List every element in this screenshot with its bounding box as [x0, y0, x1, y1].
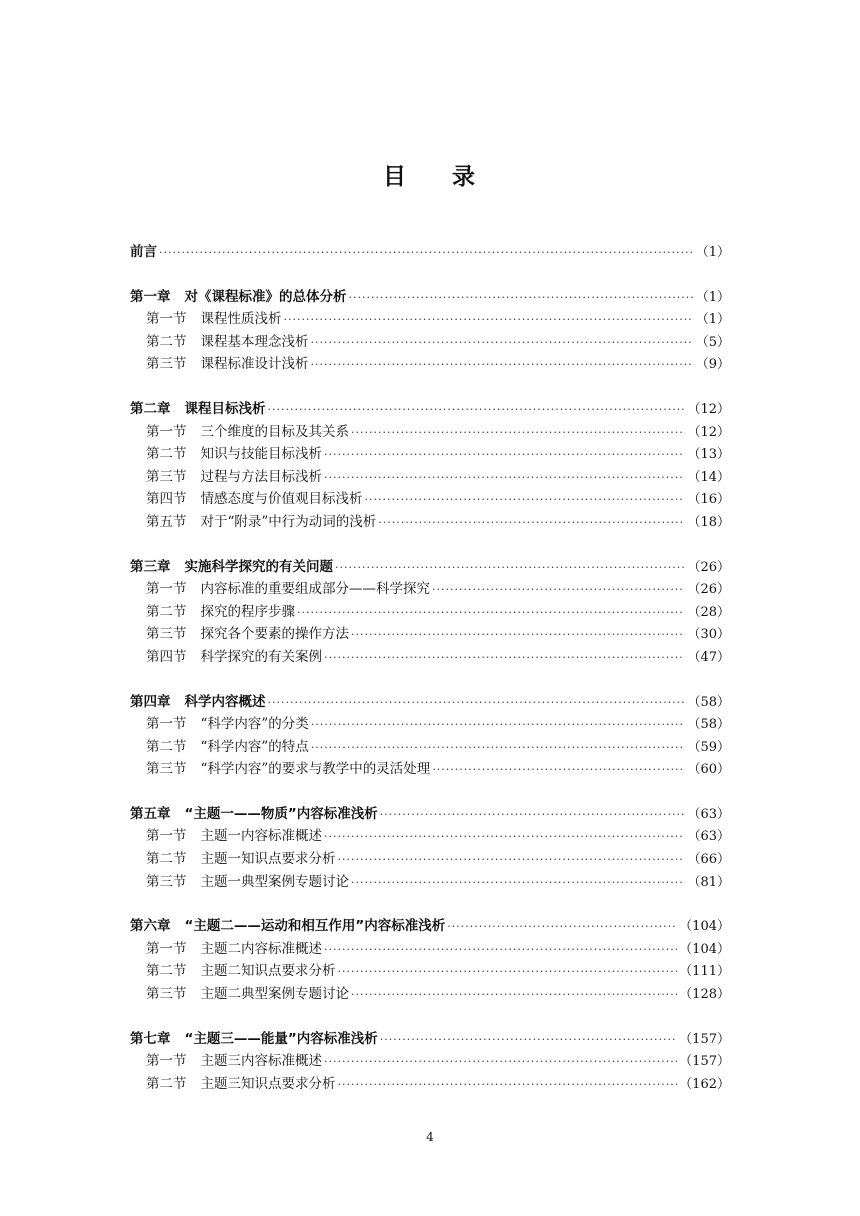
- toc-chapter-group: [130, 914, 730, 1004]
- toc-entry-page: （47）: [687, 649, 730, 665]
- leader-dots: [324, 651, 685, 664]
- toc-entry-title: “主题三——能量”内容标准浅析: [184, 1030, 378, 1047]
- toc-entry-section[interactable]: [130, 937, 730, 960]
- toc-entry-section[interactable]: [130, 352, 730, 375]
- toc-entry-number: 第二节: [146, 603, 187, 620]
- toc-entry-title: 对于“附录”中行为动词的浅析: [200, 513, 377, 530]
- toc-entry-title: “科学内容”的要求与教学中的灵活处理: [200, 761, 431, 778]
- toc-entry-page: （58）: [687, 694, 730, 710]
- toc-entry-number: 第一节: [146, 311, 187, 328]
- toc-entry-chapter[interactable]: [130, 555, 730, 578]
- toc-entry-preface[interactable]: [130, 240, 730, 263]
- toc-entry-section[interactable]: [130, 847, 730, 870]
- toc-entry-chapter[interactable]: [130, 1027, 730, 1050]
- leader-dots: [324, 830, 685, 843]
- page-number: 4: [426, 1130, 434, 1144]
- toc-entry-page: （5）: [695, 334, 730, 350]
- toc-entry-section[interactable]: [130, 824, 730, 847]
- toc-entry-page: （13）: [687, 447, 730, 463]
- toc-entry-page: （12）: [687, 424, 730, 440]
- toc-entry-section[interactable]: [130, 712, 730, 735]
- toc-entry-title: 对《课程标准》的总体分析: [184, 288, 347, 305]
- toc-entry-page: （1）: [695, 312, 730, 328]
- toc-entry-number: 第三节: [146, 626, 187, 643]
- toc-entry-page: （60）: [687, 762, 730, 778]
- toc-entry-section[interactable]: [130, 735, 730, 758]
- toc-entry-page: （128）: [679, 987, 730, 1003]
- toc-entry-section[interactable]: [130, 465, 730, 488]
- toc-entry-number: 第二节: [146, 738, 187, 755]
- toc-entry-section[interactable]: [130, 307, 730, 330]
- toc-chapter-group: [130, 285, 730, 375]
- toc-entry-title: 课程目标浅析: [184, 400, 266, 417]
- toc-entry-page: （157）: [679, 1054, 730, 1070]
- toc-chapter-group: [130, 1027, 730, 1095]
- toc-entry-chapter[interactable]: [130, 397, 730, 420]
- toc-entry-number: 第五节: [146, 513, 187, 530]
- toc-entry-title: 主题一内容标准概述: [200, 828, 322, 845]
- toc-entry-title: 科学内容概述: [184, 693, 266, 710]
- leader-dots: [324, 448, 685, 461]
- toc-entry-section[interactable]: [130, 487, 730, 510]
- toc-entry-page: （63）: [687, 829, 730, 845]
- toc-entry-page: （14）: [687, 469, 730, 485]
- leader-dots: [351, 988, 677, 1001]
- toc-entry-number: 第二节: [146, 1075, 187, 1092]
- toc-entry-page: （162）: [679, 1076, 730, 1092]
- toc-entry-page: （111）: [679, 964, 730, 980]
- toc-entry-page: （157）: [679, 1031, 730, 1047]
- toc-entry-number: 第二节: [146, 963, 187, 980]
- leader-dots: [351, 628, 685, 641]
- leader-dots: [378, 516, 685, 529]
- toc-entry-chapter[interactable]: [130, 690, 730, 713]
- toc-entry-number: 第七章: [130, 1030, 171, 1047]
- leader-dots: [380, 1033, 677, 1046]
- toc-entry-number: 第一章: [130, 288, 171, 305]
- leader-dots: [380, 808, 686, 821]
- toc-entry-section[interactable]: [130, 870, 730, 893]
- leader-dots: [338, 853, 686, 866]
- page-title: [0, 158, 860, 191]
- toc-entry-page: （1）: [695, 245, 730, 260]
- leader-dots: [268, 403, 686, 416]
- toc-entry-number: 第三节: [146, 468, 187, 485]
- toc-entry-number: 第三章: [130, 558, 171, 575]
- leader-dots: [351, 876, 685, 889]
- toc-entry-title: 科学探究的有关案例: [200, 648, 322, 665]
- toc-entry-page: （66）: [687, 852, 730, 868]
- leader-dots: [351, 426, 685, 439]
- leader-dots: [311, 358, 694, 371]
- toc-entry-title: “科学内容”的分类: [200, 716, 309, 733]
- toc-entry-number: 第二章: [130, 400, 171, 417]
- toc-entry-section[interactable]: [130, 645, 730, 668]
- toc-entry-section[interactable]: [130, 1049, 730, 1072]
- toc-entry-title: 主题二典型案例专题讨论: [200, 986, 349, 1003]
- toc-entry-number: 第一节: [146, 423, 187, 440]
- toc-entry-title: 过程与方法目标浅析: [200, 468, 322, 485]
- toc-entry-title: 情感态度与价值观目标浅析: [200, 491, 363, 508]
- toc-entry-number: 第一节: [146, 716, 187, 733]
- toc-entry-title: “主题一——物质”内容标准浅析: [184, 805, 378, 822]
- leader-dots: [335, 561, 685, 574]
- toc-entry-chapter[interactable]: [130, 285, 730, 308]
- leader-dots: [159, 246, 694, 259]
- toc-entry-page: （26）: [687, 582, 730, 598]
- leader-dots: [324, 943, 677, 956]
- toc-entry-page: （12）: [687, 401, 730, 417]
- leader-dots: [297, 606, 685, 619]
- toc-entry-number: 第四节: [146, 491, 187, 508]
- toc-entry-page: （63）: [687, 806, 730, 822]
- toc-entry-number: 第四节: [146, 648, 187, 665]
- toc-entry-page: （81）: [687, 874, 730, 890]
- toc-entry-page: （9）: [695, 357, 730, 373]
- toc-chapters: [130, 285, 730, 1095]
- table-of-contents: [130, 240, 730, 1116]
- toc-entry-page: （30）: [687, 627, 730, 643]
- toc-entry-page: （1）: [695, 289, 730, 305]
- toc-chapter-group: [130, 802, 730, 892]
- toc-entry-number: 第五章: [130, 805, 171, 822]
- toc-entry-title: 主题三内容标准概述: [200, 1053, 322, 1070]
- toc-entry-page: （28）: [687, 604, 730, 620]
- toc-preface-group: [130, 240, 730, 263]
- toc-entry-number: 第二节: [146, 333, 187, 350]
- toc-entry-number: 第一节: [146, 1053, 187, 1070]
- toc-entry-section[interactable]: [130, 330, 730, 353]
- toc-entry-title: 主题二内容标准概述: [200, 940, 322, 957]
- toc-entry-title: 内容标准的重要组成部分——科学探究: [200, 581, 430, 598]
- toc-entry-title: 主题一知识点要求分析: [200, 851, 336, 868]
- leader-dots: [268, 696, 686, 709]
- toc-entry-title: 实施科学探究的有关问题: [184, 558, 333, 575]
- toc-entry-page: （18）: [687, 514, 730, 530]
- toc-entry-number: 第三节: [146, 356, 187, 373]
- toc-entry-section[interactable]: [130, 577, 730, 600]
- toc-entry-section[interactable]: [130, 420, 730, 443]
- toc-entry-section[interactable]: [130, 959, 730, 982]
- toc-entry-number: 第三节: [146, 873, 187, 890]
- toc-entry-number: 第三节: [146, 986, 187, 1003]
- toc-entry-section[interactable]: [130, 757, 730, 780]
- leader-dots: [338, 1078, 678, 1091]
- leader-dots: [447, 920, 677, 933]
- toc-entry-page: （26）: [687, 559, 730, 575]
- toc-chapter-group: [130, 397, 730, 533]
- toc-entry-title: 主题一典型案例专题讨论: [200, 873, 349, 890]
- toc-entry-number: 第三节: [146, 761, 187, 778]
- toc-entry-title: 知识与技能目标浅析: [200, 446, 322, 463]
- toc-entry-page: （104）: [679, 919, 730, 935]
- toc-entry-title: 主题二知识点要求分析: [200, 963, 336, 980]
- toc-entry-title: “科学内容”的特点: [200, 738, 309, 755]
- toc-entry-number: 第一节: [146, 940, 187, 957]
- toc-entry-title: 课程标准设计浅析: [200, 356, 309, 373]
- toc-entry-page: （59）: [687, 739, 730, 755]
- leader-dots: [338, 965, 678, 978]
- toc-entry-chapter[interactable]: [130, 802, 730, 825]
- toc-entry-number: 第一节: [146, 581, 187, 598]
- leader-dots: [324, 1055, 677, 1068]
- toc-entry-section[interactable]: [130, 1072, 730, 1095]
- toc-entry-page: （104）: [679, 941, 730, 957]
- toc-entry-chapter[interactable]: [130, 914, 730, 937]
- toc-entry-number: 第四章: [130, 693, 171, 710]
- leader-dots: [311, 718, 686, 731]
- leader-dots: [284, 313, 694, 326]
- title-char-1: 目: [383, 163, 408, 190]
- leader-dots: [365, 493, 686, 506]
- toc-entry-number: 第六章: [130, 918, 171, 935]
- toc-entry-title: 三个维度的目标及其关系: [200, 423, 349, 440]
- toc-entry-section[interactable]: [130, 442, 730, 465]
- toc-entry-page: （58）: [687, 717, 730, 733]
- toc-entry-title: 课程基本理念浅析: [200, 333, 309, 350]
- toc-entry-title: 探究的程序步骤: [200, 603, 295, 620]
- title-char-2: 录: [452, 163, 477, 190]
- toc-entry-number: 第二节: [146, 446, 187, 463]
- toc-chapter-group: [130, 690, 730, 780]
- toc-entry-page: （16）: [687, 492, 730, 508]
- leader-dots: [432, 583, 685, 596]
- toc-entry-number: 第二节: [146, 851, 187, 868]
- toc-entry-title: 前言: [130, 244, 157, 260]
- toc-entry-section[interactable]: [130, 622, 730, 645]
- leader-dots: [324, 471, 685, 484]
- leader-dots: [311, 741, 686, 754]
- toc-entry-title: 主题三知识点要求分析: [200, 1075, 336, 1092]
- toc-entry-section[interactable]: [130, 600, 730, 623]
- toc-chapter-group: [130, 555, 730, 668]
- leader-dots: [432, 763, 685, 776]
- toc-entry-title: “主题二——运动和相互作用”内容标准浅析: [184, 918, 446, 935]
- leader-dots: [349, 291, 694, 304]
- toc-entry-section[interactable]: [130, 982, 730, 1005]
- leader-dots: [311, 336, 694, 349]
- toc-entry-title: 课程性质浅析: [200, 311, 282, 328]
- toc-entry-title: 探究各个要素的操作方法: [200, 626, 349, 643]
- toc-entry-section[interactable]: [130, 510, 730, 533]
- toc-entry-number: 第一节: [146, 828, 187, 845]
